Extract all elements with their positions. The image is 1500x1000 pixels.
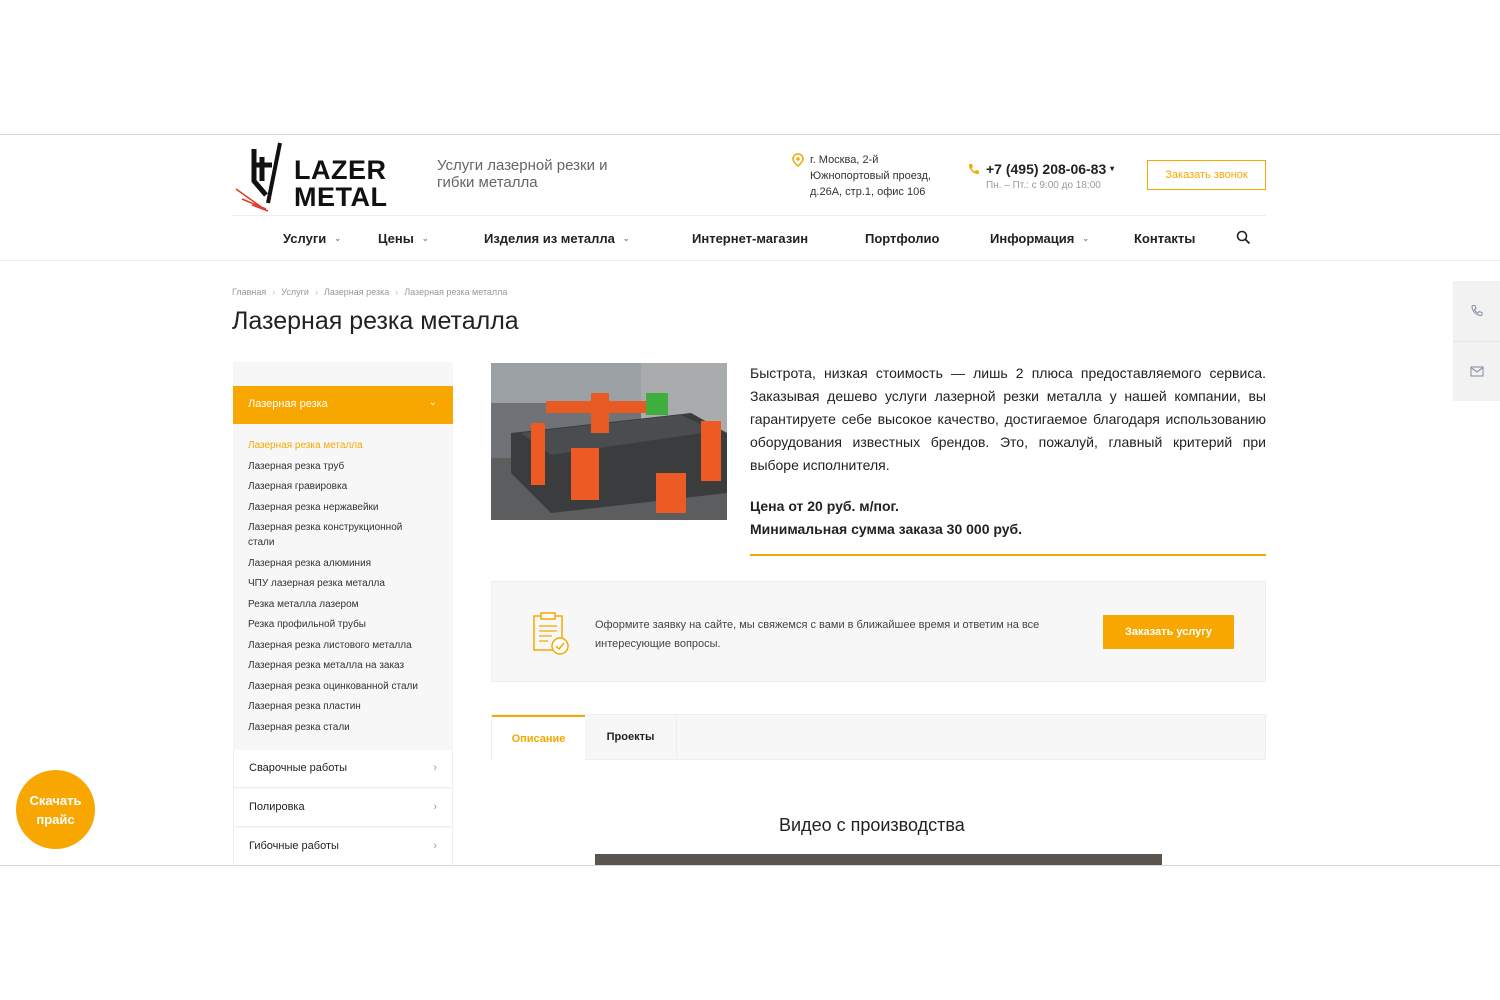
sidebar-category-welding[interactable]: [233, 750, 453, 788]
chevron-down-icon: ⌄: [421, 234, 429, 243]
nav-item-portfolio[interactable]: Портфолио: [865, 231, 940, 246]
sidebar: [233, 362, 453, 866]
sidebar-subitems: [248, 438, 438, 740]
order-service-button[interactable]: Заказать услугу: [1103, 615, 1234, 649]
mail-icon: [1470, 366, 1484, 377]
nav-item-info[interactable]: Информация ⌄: [990, 231, 1090, 246]
clipboard-check-icon: [530, 610, 572, 656]
sidebar-category-label: Сварочные работы: [249, 762, 348, 774]
chevron-right-icon: ›: [433, 801, 437, 813]
sidebar-subitem[interactable]: ЧПУ лазерная резка металла: [248, 578, 385, 589]
sidebar-subitem[interactable]: Лазерная резка пластин: [248, 701, 361, 712]
page-frame: [0, 134, 1500, 866]
download-price-label: Скачать прайс: [29, 792, 82, 827]
price-text: Цена от 20 руб. м/пог.: [750, 498, 899, 514]
address-block: [792, 152, 942, 200]
chevron-right-icon: ›: [433, 762, 437, 774]
working-hours: Пн. – Пт.: с 9:00 до 18:00: [986, 180, 1101, 191]
sidebar-subitem[interactable]: Лазерная резка стали: [248, 721, 350, 733]
price-block: [750, 495, 1022, 541]
sidebar-category-label: Гибочные работы: [249, 840, 339, 852]
contact-widget: [1453, 281, 1500, 401]
download-price-button[interactable]: [16, 770, 95, 849]
chevron-down-icon: ⌄: [428, 397, 437, 408]
sidebar-subitem[interactable]: Лазерная гравировка: [248, 481, 348, 492]
sidebar-category-bending[interactable]: [233, 828, 453, 866]
location-pin-icon: [792, 153, 804, 167]
chevron-down-icon: ⌄: [1082, 234, 1090, 243]
tab-description[interactable]: Описание: [492, 715, 585, 760]
sidebar-subitem[interactable]: Лазерная резка металла на заказ: [248, 660, 405, 671]
sidebar-section-label: Лазерная резка: [248, 398, 328, 410]
phone-dropdown-icon[interactable]: ▾: [1110, 164, 1115, 173]
order-cta-box: [491, 581, 1266, 682]
logo-line2: METAL: [294, 182, 388, 212]
nav-item-contacts[interactable]: Контакты: [1134, 231, 1196, 246]
breadcrumb-separator-icon: ›: [395, 287, 399, 297]
min-order-text: Минимальная сумма заказа 30 000 руб.: [750, 521, 1023, 537]
sidebar-subitem[interactable]: Лазерная резка оцинкованной стали: [248, 680, 418, 692]
product-photo[interactable]: [491, 363, 727, 520]
chevron-right-icon: ›: [433, 840, 437, 852]
breadcrumb-services[interactable]: Услуги: [281, 287, 309, 297]
phone-block[interactable]: [968, 161, 1114, 191]
laser-machine-image: [491, 363, 727, 520]
breadcrumb-current: Лазерная резка металла: [404, 287, 508, 297]
content-tabs: [491, 714, 1266, 760]
sidebar-category-polishing[interactable]: [233, 789, 453, 827]
mail-widget-button[interactable]: [1453, 341, 1500, 401]
price-divider: [750, 554, 1266, 556]
nav-divider: [0, 260, 1500, 261]
logo-line1: LAZER: [294, 155, 387, 185]
sidebar-subitem[interactable]: Резка металла лазером: [248, 598, 359, 610]
breadcrumb: [232, 287, 507, 297]
video-section-title: Видео с производства: [779, 815, 965, 835]
nav-item-metal-products[interactable]: Изделия из металла ⌄: [484, 231, 630, 246]
callback-button[interactable]: Заказать звонок: [1147, 160, 1266, 190]
product-description: Быстрота, низкая стоимость — лишь 2 плюса предоставляемого сервиса. Заказывая дешево услуги лазерной резки металла у нашей компании, вы гарантируете себе высокое качество, достигаемое благодаря использованию оборудования известных брендов. Это, пожалуй, главный критерий при выборе исполнителя.: [750, 365, 1266, 473]
logo-mark-icon: [232, 139, 294, 217]
tab-projects[interactable]: Проекты: [585, 715, 677, 760]
sidebar-subitem[interactable]: Резка профильной трубы: [248, 619, 366, 630]
video-player[interactable]: [595, 854, 1162, 866]
sidebar-subitem[interactable]: Лазерная резка алюминия: [248, 557, 372, 569]
sidebar-subitem[interactable]: Лазерная резка конструкционной стали: [248, 522, 403, 548]
chevron-down-icon: ⌄: [334, 234, 341, 243]
sidebar-subitem[interactable]: Лазерная резка труб: [248, 460, 345, 472]
sidebar-subitem[interactable]: Лазерная резка металла: [248, 440, 363, 451]
sidebar-subitem[interactable]: Лазерная резка нержавейки: [248, 501, 379, 513]
cta-text: Оформите заявку на сайте, мы свяжемся с вами в ближайшее время и ответим на все интересующие вопросы.: [595, 619, 1040, 650]
phone-icon: [1470, 304, 1484, 318]
sidebar-category-label: Полировка: [249, 801, 305, 813]
logo[interactable]: [232, 139, 392, 217]
sidebar-section-laser-cutting[interactable]: [233, 386, 453, 424]
main-nav: [0, 227, 1500, 261]
chevron-down-icon: ⌄: [622, 234, 630, 243]
breadcrumb-separator-icon: ›: [314, 287, 318, 297]
page-title: Лазерная резка металла: [232, 307, 519, 335]
search-icon[interactable]: [1236, 230, 1251, 245]
nav-item-services[interactable]: Услуги ⌄: [283, 231, 341, 246]
header-divider: [232, 215, 1266, 216]
nav-item-shop[interactable]: Интернет-магазин: [692, 231, 809, 246]
breadcrumb-separator-icon: ›: [272, 287, 276, 297]
tagline: Услуги лазерной резки и гибки металла: [437, 157, 608, 191]
breadcrumb-laser-cutting[interactable]: Лазерная резка: [323, 287, 390, 297]
phone-number[interactable]: +7 (495) 208-06-83: [986, 161, 1107, 177]
address-text: г. Москва, 2-й Южнопортовый проезд, д.26А, стр.1, офис 106: [810, 154, 931, 198]
phone-icon: [968, 163, 980, 175]
call-widget-button[interactable]: [1453, 281, 1500, 341]
sidebar-subitem[interactable]: Лазерная резка листового металла: [248, 639, 412, 651]
nav-item-prices[interactable]: Цены ⌄: [378, 231, 429, 246]
breadcrumb-home[interactable]: Главная: [232, 287, 267, 297]
